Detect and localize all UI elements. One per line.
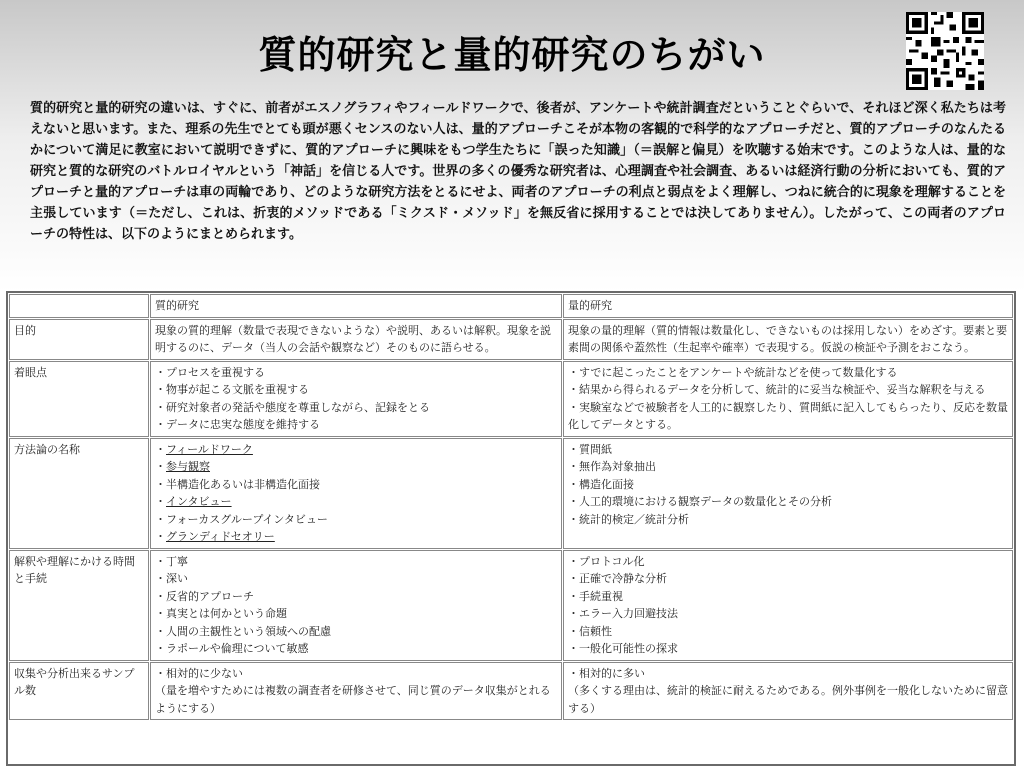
list-item: ・物事が起こる文脈を重視する <box>155 383 309 396</box>
list-item: ・構造化面接 <box>568 477 634 491</box>
list-item: ・正確で冷静な分析 <box>568 572 667 585</box>
table-header-row <box>9 294 1013 318</box>
row-label-time: 解釈や理解にかける時間と手続 <box>9 550 149 661</box>
list-item: ・プロセスを重視する <box>155 365 265 379</box>
list-item: ・実験室などで被験者を人工的に観察したり、質問紙に記入してもらったり、反応を数量化してデータとする。 <box>568 400 1008 431</box>
table-row-time <box>9 550 1013 661</box>
purpose-qualitative: 現象の質的理解（数量で表現できないような）や説明、あるいは解釈。現象を説明するのに、データ（当人の会話や観察など）そのものに語らせる。 <box>150 319 562 360</box>
time-quantitative <box>563 550 1013 661</box>
methods-qualitative: ・フィールドワーク ・参与観察 ・半構造化あるいは非構造化面接 ・インタビュー ・フォーカスグループインタビュー ・グランディドセオリー <box>150 438 562 549</box>
sample-qualitative: ・相対的に少ない （量を増やすためには複数の調査者を研修させて、同じ質のデータ収集がとれるようにする） <box>150 662 562 721</box>
list-item: ・人工的環境における観察データの数量化とその分析 <box>568 495 832 508</box>
grounded-theory-link[interactable]: グランディドセオリー <box>166 530 275 543</box>
row-label-purpose: 目的 <box>9 319 149 360</box>
interview-link[interactable]: インタビュー <box>166 495 232 508</box>
list-item: ・すでに起こったことをアンケートや統計などを使って数量化する <box>568 365 898 379</box>
header-label-cell <box>9 294 149 318</box>
list-item: ・プロトコル化 <box>568 554 645 568</box>
list-item: ・結果から得られるデータを分析して、統計的に妥当な検証や、妥当な解釈を与える <box>568 383 986 396</box>
list-item: ・信頼性 <box>568 624 612 638</box>
focus-qualitative <box>150 361 562 437</box>
list-item: ・人間の主観性という領域への配慮 <box>155 624 331 638</box>
list-item: ・研究対象者の発話や態度を尊重しながら、記録をとる <box>155 400 430 414</box>
slide-title: 質的研究と量的研究のちがい <box>258 33 766 77</box>
purpose-quantitative: 現象の量的理解（質的情報は数量化し、できないものは採用しない）をめざす。要素と要素間の関係や蓋然性（生起率や確率）で表現する。仮説の検証や予測をおこなう。 <box>563 319 1013 360</box>
row-label-focus: 着眼点 <box>9 361 149 437</box>
focus-quantitative <box>563 361 1013 437</box>
list-item: ・質問紙 <box>568 442 612 456</box>
sample-quantitative: ・相対的に多い （多くする理由は、統計的検証に耐えるためである。例外事例を一般化しないために留意する） <box>563 662 1013 721</box>
comparison-table <box>6 291 1016 766</box>
table-row-methods <box>9 438 1013 549</box>
list-item: ・深い <box>155 572 188 585</box>
fieldwork-link[interactable]: フィールドワーク <box>166 442 253 456</box>
row-label-sample: 収集や分析出来るサンプル数 <box>9 662 149 721</box>
list-item: ・反省的アプローチ <box>155 589 254 603</box>
list-item: ・ラポールや倫理について敏感 <box>155 642 309 655</box>
table-row-purpose <box>9 319 1013 360</box>
qr-code-icon[interactable] <box>906 12 984 90</box>
list-item: 半構造化あるいは非構造化面接 <box>166 477 320 491</box>
list-item: ・手続重視 <box>568 589 623 603</box>
header-quantitative: 量的研究 <box>563 294 1013 318</box>
list-item: ・エラー入力回避技法 <box>568 607 678 620</box>
list-item: ・統計的検定／統計分析 <box>568 512 689 526</box>
list-item: ・無作為対象抽出 <box>568 460 656 473</box>
list-item: ・真実とは何かという命題 <box>155 607 287 620</box>
row-label-methods: 方法論の名称 <box>9 438 149 549</box>
header-qualitative: 質的研究 <box>150 294 562 318</box>
table-row-sample <box>9 662 1013 721</box>
time-qualitative <box>150 550 562 661</box>
methods-quantitative <box>563 438 1013 549</box>
list-item: ・データに忠実な態度を維持する <box>155 418 320 431</box>
list-item: フォーカスグループインタビュー <box>166 512 328 526</box>
participant-observation-link[interactable]: 参与観察 <box>166 460 210 473</box>
table-row-focus <box>9 361 1013 437</box>
list-item: ・丁寧 <box>155 554 188 568</box>
list-item: ・一般化可能性の探求 <box>568 642 678 655</box>
intro-paragraph: 質的研究と量的研究の違いは、すぐに、前者がエスノグラフィやフィールドワークで、後者が、アンケートや統計調査だということぐらいで、それほど深く私たちは考えないと思います。また、理系の先生でとても頭が悪くセンスのない人は、量的アプローチこそが本物の客観的で科学的なアプローチだと、質的アプローチのなんたるかについて満足に教室において説明できずに、質的アプローチに興味をもつ学生たちに「誤った知識」（＝誤解と偏見）を吹聴する始末です。このような人は、量的な研究と質的な研究のバトルロイヤルという「神話」を信じる人です。世界の多くの優秀な研究者は、心理調査や社会調査、あるいは経済行動の分析においても、質的アプローチと量的アプローチは車の両輪であり、どのような研究方法をとるにせよ、両者のアプローチの利点と弱点をよく理解し、つねに統合的に現象を理解することを主張しています（＝ただし、これは、折衷的メソッドである「ミクスド・メソッド」を無反省に採用することでは決してありません）。したがって、この両者のアプローチの特性は、以下のようにまとめられます。 <box>30 101 1006 242</box>
